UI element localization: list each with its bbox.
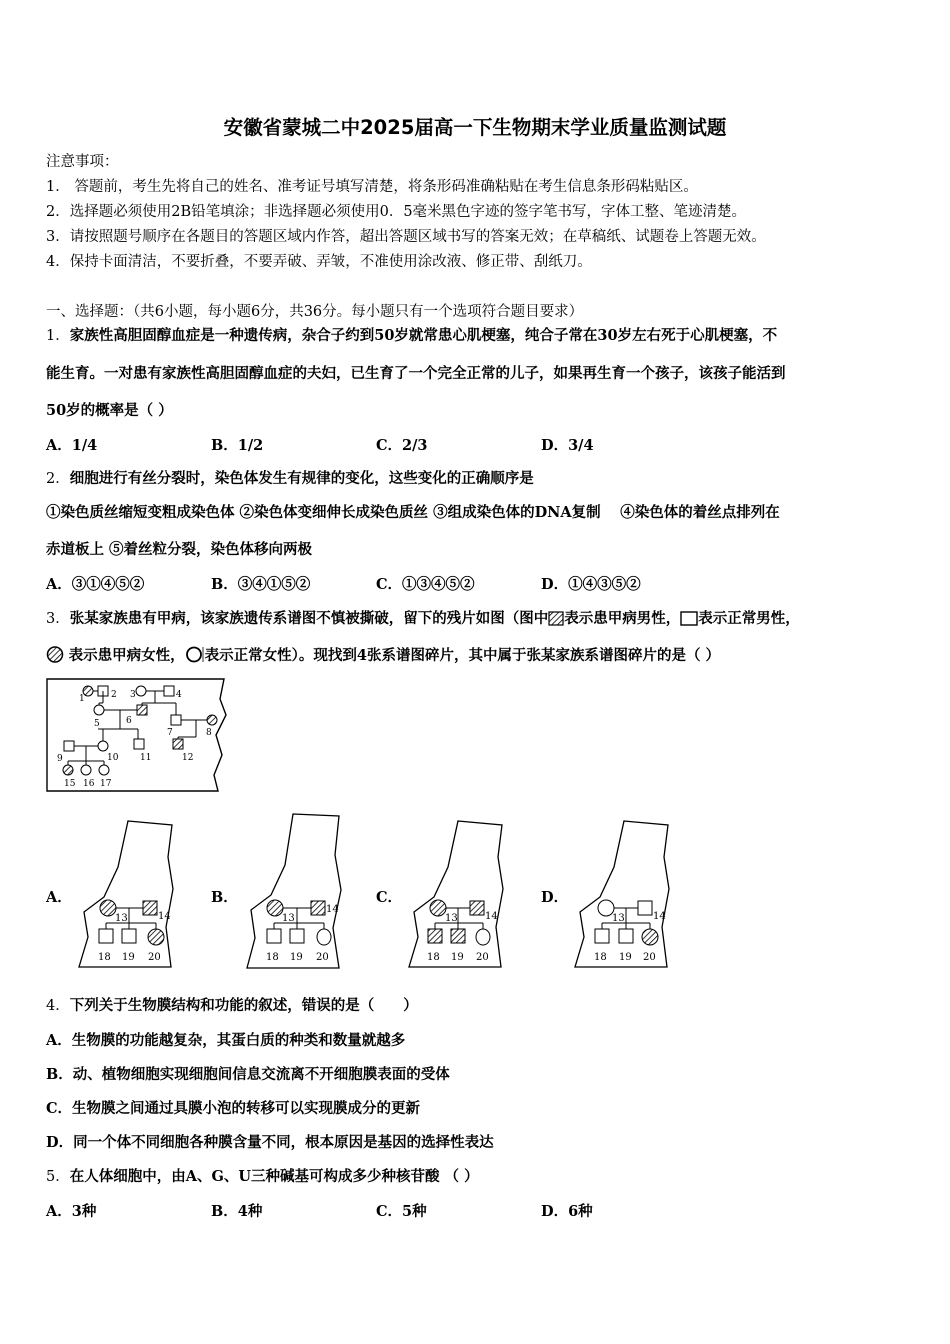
notice-item-1: 1． 答题前，考生先将自己的姓名、准考证号填写清楚，将条形码准确粘贴在考生信息条形码粘贴区。: [46, 179, 698, 195]
q2-line-3: 赤道板上 ⑤着丝粒分裂，染色体移向两极: [46, 541, 313, 558]
q1-option-b[interactable]: B．1/2: [211, 437, 264, 454]
q3-number: 3．: [46, 611, 70, 627]
q1-option-d[interactable]: D．3/4: [541, 437, 594, 454]
pedigree-label-6: 6: [126, 716, 132, 726]
affected-female-icon: [46, 646, 64, 663]
q2-option-c[interactable]: C．①③④⑤②: [376, 576, 475, 593]
q2-line-1: [46, 469, 534, 489]
q1-line-3: 50岁的概率是（ ）: [46, 402, 173, 419]
fragment-a-figure[interactable]: [76, 817, 176, 972]
q3-stem-2a: 表示患甲病女性，: [68, 647, 185, 664]
q5-number: 5．: [46, 1169, 70, 1185]
q5-option-b[interactable]: B．4种: [211, 1203, 263, 1220]
q3-option-d[interactable]: D．: [541, 889, 569, 906]
fragment-c-label-14: 14: [485, 911, 498, 922]
q2-stem-1: 细胞进行有丝分裂时，染色体发生有规律的变化，这些变化的正确顺序是: [69, 470, 534, 487]
page-title: 安徽省蒙城二中2025届高一下生物期末学业质量监测试题: [223, 116, 727, 139]
fragment-a-label-20: 20: [148, 952, 161, 963]
fragment-d-label-19: 19: [619, 952, 632, 963]
q1-option-c[interactable]: C．2/3: [376, 437, 428, 454]
pedigree-label-1: 1: [79, 694, 85, 704]
fragment-b-figure[interactable]: [245, 810, 345, 972]
affected-male-icon: [548, 611, 564, 626]
q2-option-b[interactable]: B．③④①⑤②: [211, 576, 311, 593]
notice-item-2: 2．选择题必须使用2B铅笔填涂；非选择题必须使用0．5毫米黑色字迹的签字笔书写，字体工整、笔迹清楚。: [46, 204, 747, 220]
fragment-b-label-20: 20: [316, 952, 329, 963]
q1-line-2: 能生育。一对患有家族性高胆固醇血症的夫妇，已生育了一个完全正常的儿子，如果再生育一个孩子，该孩子能活到: [46, 365, 786, 382]
pedigree-label-12: 12: [182, 753, 194, 763]
fragment-b-label-19: 19: [290, 952, 303, 963]
q4-line-1: [46, 996, 418, 1016]
q4-number: 4．: [46, 998, 70, 1014]
q1-line-1: [46, 326, 777, 346]
normal-female-icon: [185, 646, 205, 663]
q3-option-c[interactable]: C．: [376, 889, 403, 906]
fragment-d-figure[interactable]: [572, 817, 672, 972]
q1-stem-1: 家族性高胆固醇血症是一种遗传病，杂合子约到50岁就常患心肌梗塞，纯合子常在30岁左右死于心肌梗塞，不: [69, 327, 778, 344]
notice-item-3: 3．请按照题号顺序在各题目的答题区域内作答，超出答题区域书写的答案无效；在草稿纸、试题卷上答题无效。: [46, 229, 766, 245]
fragment-a-label-14: 14: [158, 911, 171, 922]
pedigree-label-3: 3: [130, 690, 136, 700]
fragment-d-label-20: 20: [643, 952, 656, 963]
q3-stem-2b: 表示正常女性）。现找到4张系谱图碎片，其中属于张某家族系谱图碎片的是（ ）: [204, 647, 720, 664]
pedigree-label-9: 9: [57, 754, 63, 764]
pedigree-label-16: 16: [83, 779, 95, 789]
q2-option-d[interactable]: D．①④③⑤②: [541, 576, 641, 593]
fragment-c-label-18: 18: [427, 952, 440, 963]
pedigree-label-10: 10: [107, 753, 119, 763]
fragment-c-label-13: 13: [445, 913, 458, 924]
pedigree-label-5: 5: [94, 719, 100, 729]
q4-option-c[interactable]: C．生物膜之间通过具膜小泡的转移可以实现膜成分的更新: [46, 1100, 421, 1117]
fragment-d-label-14: 14: [653, 911, 666, 922]
q5-line-1: [46, 1167, 479, 1187]
q4-option-d[interactable]: D．同一个体不同细胞各种膜含量不同，根本原因是基因的选择性表达: [46, 1134, 494, 1151]
q3-stem-1a: 张某家族患有甲病，该家族遗传系谱图不慎被撕破，留下的残片如图（图中: [69, 610, 549, 627]
pedigree-label-4: 4: [176, 690, 182, 700]
q4-option-a[interactable]: A．生物膜的功能越复杂，其蛋白质的种类和数量就越多: [46, 1032, 406, 1049]
notice-item-4: 4．保持卡面清洁，不要折叠，不要弄破、弄皱，不准使用涂改液、修正带、刮纸刀。: [46, 254, 592, 270]
pedigree-label-8: 8: [206, 728, 212, 738]
fragment-b-label-18: 18: [266, 952, 279, 963]
q5-option-a[interactable]: A．3种: [46, 1203, 97, 1220]
fragment-c-label-20: 20: [476, 952, 489, 963]
fragment-c-label-19: 19: [451, 952, 464, 963]
q2-option-a[interactable]: A．③①④⑤②: [46, 576, 145, 593]
q3-stem-1c: 表示正常男性，: [698, 610, 800, 627]
q3-option-a[interactable]: A．: [46, 889, 72, 906]
fragment-b-label-14: 14: [326, 904, 339, 915]
q3-stem-1b: 表示患甲病男性，: [564, 610, 681, 627]
q4-stem: 下列关于生物膜结构和功能的叙述，错误的是（ ）: [69, 997, 418, 1014]
q3-line-1: [46, 609, 800, 629]
fragment-a-label-18: 18: [98, 952, 111, 963]
q2-number: 2．: [46, 471, 70, 487]
pedigree-label-15: 15: [64, 779, 76, 789]
pedigree-label-11: 11: [140, 753, 152, 763]
fragment-a-label-13: 13: [115, 913, 128, 924]
q3-option-b[interactable]: B．: [211, 889, 238, 906]
q4-option-b[interactable]: B．动、植物细胞实现细胞间信息交流离不开细胞膜表面的受体: [46, 1066, 450, 1083]
fragment-b-label-13: 13: [282, 913, 295, 924]
fragment-a-label-19: 19: [122, 952, 135, 963]
normal-male-icon: [680, 611, 698, 626]
q2-line-2: ①染色质丝缩短变粗成染色体 ②染色体变细伸长成染色质丝 ③组成染色体的DNA复制 ④染色体的着丝点排列在: [46, 504, 780, 521]
pedigree-label-2: 2: [111, 690, 117, 700]
section-heading: 一、选择题：（共6小题，每小题6分，共36分。每小题只有一个选项符合题目要求）: [46, 304, 584, 320]
pedigree-label-17: 17: [100, 779, 112, 789]
pedigree-main-figure: [46, 677, 228, 793]
notice-heading: 注意事项：: [46, 154, 119, 170]
pedigree-label-7: 7: [167, 728, 173, 738]
q5-stem: 在人体细胞中，由A、G、U三种碱基可构成多少种核苷酸 （ ）: [69, 1168, 479, 1185]
fragment-d-label-13: 13: [612, 913, 625, 924]
q3-line-2: [46, 646, 720, 666]
q5-option-d[interactable]: D．6种: [541, 1203, 593, 1220]
q5-option-c[interactable]: C．5种: [376, 1203, 427, 1220]
fragment-c-figure[interactable]: [406, 817, 506, 972]
q1-option-a[interactable]: A．1/4: [46, 437, 98, 454]
fragment-d-label-18: 18: [594, 952, 607, 963]
q1-number: 1．: [46, 328, 70, 344]
